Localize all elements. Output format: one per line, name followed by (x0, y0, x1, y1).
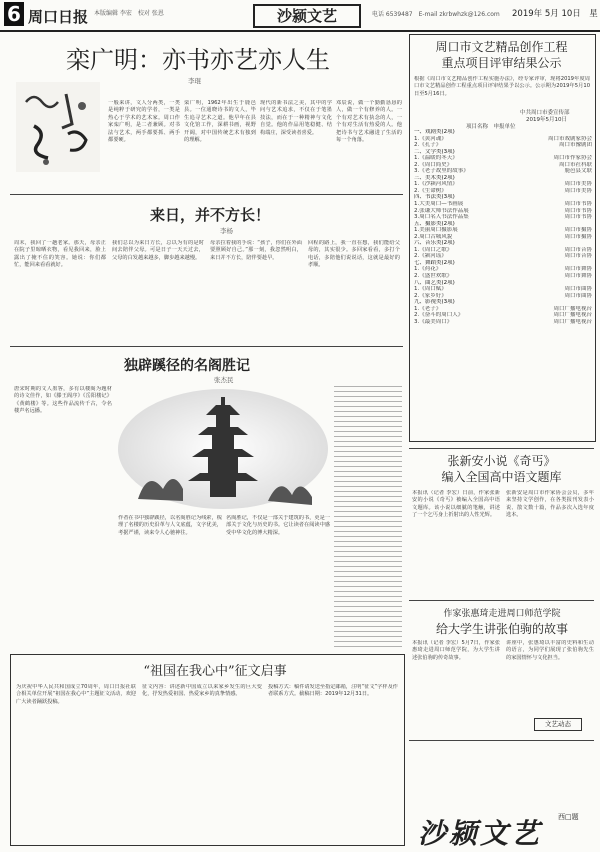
item-unit: 周口市豫剧团 (558, 142, 592, 149)
newspaper-logo: 周口日报 (28, 8, 89, 26)
item-name: 1.《周口赋》 (414, 286, 447, 293)
item-unit: 周口市书协 (564, 207, 592, 214)
item-unit: 鹿邑县文联 (564, 168, 592, 175)
item-unit: 周口市音协 (564, 253, 592, 260)
item-name: 一、戏剧类(2项) (414, 129, 455, 135)
item-unit: 周口市摄协 (564, 233, 592, 240)
page-number: 6 (4, 2, 24, 26)
item-name: 2.张谦大师书法作品展 (414, 207, 469, 214)
item-name: 二、文学类(3项) (414, 148, 455, 155)
item-unit: 周口市舞协 (564, 273, 592, 280)
article1-col1: 一般来讲，文人分两类，一类是纯粹于研究的学者，一类是热心于学术的艺术家。周口作家栾广明，是二者兼顾。对书法与艺术，两手都要抓、两手都要硬。 (108, 100, 180, 144)
item-name: 2.《周口简史》 (414, 161, 453, 168)
item-unit: 周口市戏剧家协会 (547, 135, 592, 142)
item-unit: 周口市摄协 (564, 227, 592, 234)
item-name: 1.美丽周口摄影展 (414, 227, 458, 234)
item-name: 三、美术类(2项) (414, 174, 455, 181)
item-name: 1.《黄河魂》 (414, 135, 447, 142)
item-name: 四、书法类(3项) (414, 194, 455, 201)
article1-col4: 邓辰说，做一个勤勤恳恳的人，做一个有修养的人。一个有对艺术有执念的人，一个有对生活有热爱的人。他把诗书与艺术融进了生活的每一个角落。 (336, 100, 402, 144)
article4-title-line1: 张新安小说《奇丐》 (447, 454, 556, 468)
article3-right-text-block (334, 386, 402, 648)
article4-body-right: 张新安是周口市作家协会会员，多年来坚持文学创作，在各类报刊发表小说、散文数十篇，作品多次入选年度选本。 (506, 490, 594, 519)
editor-meta: 本版编辑 李宏 校对 张恩 (94, 10, 164, 17)
item-unit: 周口市美协 (564, 181, 592, 188)
divider (409, 600, 594, 601)
call-for-papers-title: “祖国在我心中”征文启事 (143, 664, 287, 679)
item-name: 六、音乐类(2项) (414, 240, 455, 247)
item-name: 3.《最美周口》 (414, 318, 453, 325)
article1-title: 栾广明：亦书亦艺亦人生 (66, 46, 330, 74)
page-header (0, 0, 600, 32)
item-name: 2.《生命树》 (414, 187, 447, 194)
announcement-title-line2: 重点项目评审结果公示 (441, 56, 562, 70)
item-name: 2.《颍河谣》 (414, 253, 447, 260)
item-unit: 周口市曲协 (564, 286, 592, 293)
article2-col4: 回程的路上，我一直在想，我们能给父母的，其实很少。多回家看看，多打个电话，多陪他们说说话，这就是最好的孝顺。 (308, 240, 400, 269)
brand-signature: 西□题 (558, 813, 579, 821)
announcement-date: 2019年5月10日 (526, 117, 567, 123)
article2-col2: 我们总以为来日方长，总以为有的是时间去陪伴父母。可是日子一天天过去，父母的白发越来越多，脚步越来越慢。 (112, 240, 204, 261)
item-name: 八、曲艺类(2项) (414, 279, 455, 286)
call-for-papers-body-3: 投稿方式：稿件请发送至指定邮箱，注明“征文”字样及作者联系方式。截稿日期：2019年12月31日。 (268, 684, 398, 698)
article1-col3: 现代的新书法之美，其中的学问与艺术追求，不仅在于笔墨技法，而在于一种精神与文化自觉。他的作品用笔稳健、结构端庄，深受读者喜爱。 (260, 100, 332, 136)
article3-title: 独辟蹊径的名阁胜记 (124, 358, 250, 374)
column-tag: 文艺动态 (534, 718, 582, 731)
item-name: 1.《荷花》 (414, 266, 442, 273)
item-unit: 周口广播电视台 (553, 318, 592, 325)
item-name: 2.周口古城风貌 (414, 233, 453, 240)
call-for-papers-body-1: 为庆祝中华人民共和国成立70周年，周口日报社联合相关单位开展“祖国在我心中”主题征文活动，欢迎广大读者踊跃投稿。 (16, 684, 136, 705)
item-unit: 周口市美协 (564, 187, 592, 194)
calligraphy-artwork-image (16, 82, 100, 172)
section-title: 沙颍文艺 (253, 4, 361, 28)
article5-body-left: 本报讯（记者 李宏）5月7日，作家张惠琦走进周口师范学院，为大学生讲述张伯驹的传奇故事。 (412, 640, 500, 661)
item-name: 3.《老子故里的故事》 (414, 168, 469, 175)
item-unit: 周口市作家协会 (553, 155, 592, 162)
announcement-title-line1: 周口市文艺精品创作工程 (435, 40, 568, 54)
item-unit: 周口市音协 (564, 246, 592, 253)
article1-author: 李琨 (188, 77, 201, 85)
item-name: 2.《家乡好》 (414, 292, 447, 299)
pavilion-photo (118, 389, 328, 509)
article4-body-left: 本报讯（记者 李宏）日前，作家张新安的小说《奇丐》被编入全国高中语文题库。该小说以细腻的笔触，讲述了一个乞丐身上折射出的人性光辉。 (412, 490, 500, 519)
divider (409, 448, 594, 449)
item-unit: 周口市曲协 (564, 292, 592, 299)
item-name: 五、摄影类(2项) (414, 220, 455, 227)
article2-author: 李杨 (220, 227, 233, 235)
item-name: 2.《奋斗的周口人》 (414, 312, 464, 319)
article5-title-line2: 给大学生讲张伯驹的故事 (435, 622, 568, 636)
item-unit: 周口广播电视台 (553, 305, 592, 312)
article3-author: 张杰民 (214, 376, 234, 384)
divider (409, 740, 594, 741)
article5-body-right: 讲座中，张惠琦以丰富的史料和生动的语言，为同学们展现了张伯驹先生的家国情怀与文化担当。 (506, 640, 594, 661)
announcement-list-header: 项目名称 申报单位 (466, 124, 516, 130)
announcement-signoff: 中共周口市委宣传部 (520, 110, 570, 116)
article3-left-col: 唐宋时期的文人墨客，多有以楼阁为题材的诗文佳作，如《滕王阁序》《岳阳楼记》《黄鹤楼》等。这些作品流传千古，令名楼声名远播。 (14, 386, 112, 415)
item-unit: 周口市书协 (564, 201, 592, 208)
item-name: 3.周口名人书法作品集 (414, 214, 469, 221)
divider (10, 194, 403, 195)
article2-title: 来日，并不方长！ (150, 206, 271, 224)
item-name: 七、舞蹈类(2项) (414, 259, 455, 266)
item-name: 1.《周口之歌》 (414, 246, 453, 253)
article5-title-line1: 作家张惠琦走进周口师范学院 (443, 609, 561, 619)
article3-mid-col2: 名阁胜记，不仅是一部关于建筑的书，更是一部关于文化与历史的书。它让读者在阅读中感受中华文化的博大精深。 (226, 515, 330, 536)
contact-info: 电话 6539487 E-mail zkrbwhzk@126.com (372, 11, 500, 18)
item-name: 2.《孔子》 (414, 142, 442, 149)
section-brand-calligraphy: 沙颍文艺 (418, 817, 543, 850)
item-name: 九、影视类(3项) (414, 299, 455, 306)
call-for-papers-body-2: 征文内容：讲述新中国成立以来家乡发生的巨大变化，抒发热爱祖国、热爱家乡的真挚情感。 (142, 684, 262, 698)
announcement-intro: 根据《周口市文艺精品创作工程实施办法》，经专家评审，现将2019年度周口市文艺精品创作工程重点项目评审结果予以公示。公示期为2019年5月10日至5月16日。 (414, 76, 590, 97)
item-name: 1.《老子》 (414, 305, 442, 312)
issue-date: 2019年 5月 10日 星 (512, 9, 598, 19)
item-unit: 周口市舞协 (564, 266, 592, 273)
item-unit: 周口市社科联 (558, 161, 592, 168)
item-unit: 周口广播电视台 (553, 312, 592, 319)
announcement-list-item (414, 319, 592, 326)
announcement-list (414, 129, 592, 325)
divider (10, 346, 403, 347)
item-name: 2.《盛世欢歌》 (414, 273, 453, 280)
article1-col2: 栾广明，1962年出生于鹿邑县。一位通晓诗书的文人，毕生追寻艺术之道。他早年在县文化馆工作，深耕书画，视野开阔，对中国传统艺术有独到的理解。 (184, 100, 256, 144)
article2-col3: 母亲拉着我的手说：“孩子，你们在外面要照顾好自己。”那一刻，我忽然明白，来日并不方长，陪伴要趁早。 (210, 240, 302, 261)
article4-title-line2: 编入全国高中语文题库 (441, 470, 562, 484)
item-unit: 周口市书协 (564, 214, 592, 221)
article3-mid-col: 作者在书中独辟蹊径，以名阁胜记为线索，梳理了名楼的历史沿革与人文底蕴，文字优美，考据严谨，读来令人心驰神往。 (118, 515, 222, 536)
item-name: 1.大美周口—书画展 (414, 201, 464, 208)
article2-col1: 周末，我回了一趟老家。那天，母亲正在院子里晾晒衣物，看见我回来，脸上露出了掩不住的笑容。她说：你们都忙，能回来看看就好。 (14, 240, 106, 269)
item-name: 1.《沙颍河风情》 (414, 181, 458, 188)
item-name: 1.《温暖的冬天》 (414, 155, 458, 162)
